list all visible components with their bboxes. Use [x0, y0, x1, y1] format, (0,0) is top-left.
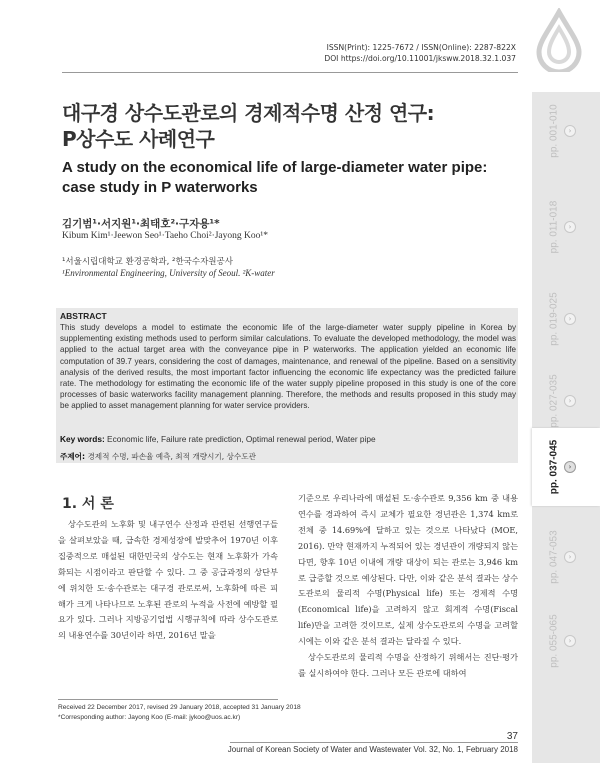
section-title: 1. 서 론 — [62, 496, 114, 512]
circle-icon: › — [564, 551, 576, 563]
page-range-tab[interactable] — [532, 602, 600, 680]
body-paragraph: 기준으로 우리나라에 매설된 도·송수관로 9,356 km 중 내용연수를 경과하여 즉시 교체가 필요한 경년관은 1,374 km로 전체 중 14.69%에 달하고 있는 것으로 나타났다 (MOE, 2016). 만약 현재까지 누적되어 있는 경년관이 개량되지 않는다면, 향후 10년 이내에 개량 대상이 되는 관로는 3,946 km로 급증할 것으로 예상된다. 다만, 이와 같은 분석 결과는 상수도관로의 물리적 수명(Physical life) 또는 경제적 수명(Economical life)을 고려하지 않고 회계적 수명(Fiscal life)만을 고려한 것이므로, 실제 상수도관로의 수명을 고려할 시에는 이와 같은 분석 결과는 달라질 수 있다. — [298, 493, 518, 647]
abstract-heading: ABSTRACT — [60, 311, 107, 321]
title-ko-line2: P상수도 사례연구 — [62, 127, 215, 151]
footnote-divider — [58, 699, 278, 700]
footer-divider — [230, 742, 518, 743]
abstract-text: This study develops a model to estimate the economic life of the large-diameter water supply pipeline in Korea by supplementing existing methods used to perform similar calculations. To evaluate the developed methodology, the model was applied to the actual target area with the conveyance pipe in P waterworks. The application yielded an economic life computation of 39.7 years, considering the cost of damages, maintenance, and renewal of the pipeline. Based on a sensitivity analysis of the derived results, the most important factor influencing the economic life expectancy was the predicted failure rate. The methodology for estimating the economic life of the water supply pipeline proposed in this study is one of the core processes of basic waterworks facility management planning. Therefore, the methods and results proposed in this study may be applied to asset management planning for water service providers. — [60, 323, 516, 411]
tab-label: pp. 027-035 — [548, 374, 560, 428]
tab-label: pp. 019-025 — [548, 292, 560, 346]
tab-label: pp. 011-018 — [548, 200, 560, 254]
title-korean — [62, 100, 522, 152]
body-left-column — [58, 517, 278, 644]
affiliations-korean: ¹서울시립대학교 환경공학과, ²한국수자원공사 — [62, 257, 233, 267]
keywords-label-en: Key words: — [60, 434, 105, 444]
circle-icon: › — [564, 635, 576, 647]
circle-icon: › — [564, 461, 576, 473]
issn-doi-block — [300, 42, 516, 64]
page-range-tab-active[interactable] — [532, 428, 600, 506]
tab-label: pp. 001-010 — [548, 104, 560, 158]
footnote — [58, 703, 301, 722]
authors-korean: 김기범¹·서지원¹·최태호²·구자용¹* — [62, 218, 220, 230]
title-english — [62, 158, 522, 198]
title-ko-line1: 대구경 상수도관로의 경제적수명 산정 연구: — [62, 101, 435, 125]
tab-label: pp. 047-053 — [548, 530, 560, 584]
title-en-line1: A study on the economical life of large-diameter water pipe: — [62, 159, 488, 176]
tab-label: pp. 055-065 — [548, 614, 560, 668]
header-divider — [62, 72, 518, 73]
page-range-sidebar — [532, 92, 600, 763]
title-en-line2: case study in P waterworks — [62, 179, 258, 196]
body-right-column — [298, 491, 518, 682]
circle-icon: › — [564, 395, 576, 407]
tab-label: pp. 037-045 — [548, 439, 560, 495]
keywords-values-ko: 경제적 수명, 파손율 예측, 최적 개량시기, 상수도관 — [87, 452, 256, 461]
circle-icon: › — [564, 221, 576, 233]
doi-line: DOI https://doi.org/10.11001/jksww.2018.32.1.037 — [324, 54, 516, 63]
body-paragraph: 상수도관로의 물리적 수명을 산정하기 위해서는 진단·평가를 실시하여야 한다. 그러나 모든 관로에 대하여 — [298, 652, 518, 678]
page-number: 37 — [506, 731, 518, 742]
keywords-korean — [60, 451, 516, 462]
body-paragraph: 상수도관의 노후화 및 내구연수 산정과 관련된 선행연구들을 살펴보았을 때, 급속한 경제성장에 발맞추어 1970년 이후 집중적으로 매설된 대한민국의 상수도는 현재 노후화가 가속화되는 시점이라고 판단할 수 있다. 그 중 공급과정의 상단부에 위치한 도·송수관로는 대구경 관로로써, 노후화에 따른 피해가 크게 나타나므로 노후된 관로의 누적을 사전에 예방할 필요가 있다. 그러나 지방공기업법 시행규칙에 따라 상수도관로의 내용연수를 30년이라 하면, 2016년 말을 — [58, 519, 278, 641]
page-range-tab[interactable] — [532, 188, 600, 266]
authors-english: Kibum Kim¹·Jeewon Seo¹·Taeho Choi²·Jayong Koo¹* — [62, 231, 268, 241]
water-drops-logo — [527, 8, 591, 72]
page-range-tab[interactable] — [532, 92, 600, 170]
page-range-tab[interactable] — [532, 280, 600, 358]
keywords-label-ko: 주제어: — [60, 452, 86, 461]
issn-line: ISSN(Print): 1225-7672 / ISSN(Online): 2287-822X — [326, 43, 516, 52]
footnote-dates: Received 22 December 2017, revised 29 January 2018, accepted 31 January 2018 — [58, 704, 301, 711]
page-range-tab[interactable] — [532, 518, 600, 596]
keywords-english — [60, 434, 516, 444]
footnote-corresponding: *Corresponding author: Jayong Koo (E-mail: jykoo@uos.ac.kr) — [58, 713, 241, 721]
keywords-values-en: Economic life, Failure rate prediction, Optimal renewal period, Water pipe — [107, 434, 376, 444]
circle-icon: › — [564, 313, 576, 325]
affiliations-english: ¹Environmental Engineering, University of Seoul. ²K-water — [62, 268, 275, 278]
journal-citation: Journal of Korean Society of Water and Wastewater Vol. 32, No. 1, February 2018 — [227, 745, 518, 754]
circle-icon: › — [564, 125, 576, 137]
